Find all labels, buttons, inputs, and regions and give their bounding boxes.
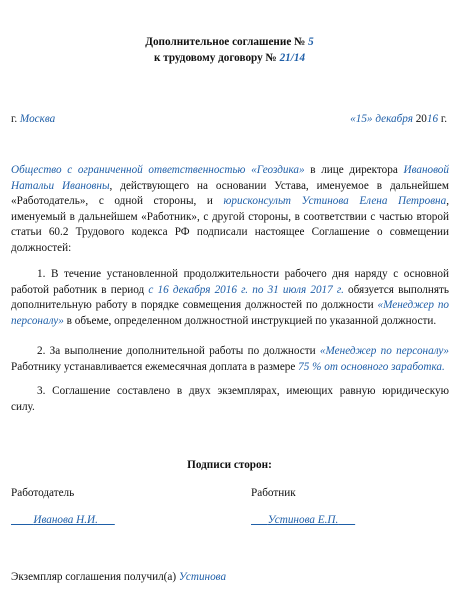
preamble-text: именуемый в дальнейшем «Работник», с другой стороны, в соответствии с частью второй	[11, 210, 449, 223]
preamble-text: в лице директора	[304, 164, 404, 176]
city-line	[11, 112, 55, 128]
document-title	[0, 35, 459, 51]
preamble-text: , действующего на основании Устава, именуемое в дальнейшем	[109, 179, 449, 192]
clause-3-text: силу.	[11, 400, 35, 413]
receipt-line	[11, 570, 226, 586]
employer-label: Работодатель	[11, 487, 75, 499]
clause-1-text: дополнительную работу в порядке совмещения должностей по должности	[11, 299, 378, 312]
period: с 16 декабря 2016 г. по 31 июля 2017 г.	[148, 283, 344, 296]
additional-position: «Менеджер по персоналу»	[319, 345, 449, 357]
signature-underscore: ___	[97, 514, 115, 526]
date-month: декабря	[375, 113, 413, 125]
employer-signature	[11, 513, 115, 529]
clause-1-text: в объеме, определенном должностной инструкцией по указанной должности.	[63, 314, 437, 327]
signature-underscore: ___	[338, 514, 356, 526]
employee-signature	[251, 513, 355, 529]
receipt-text: Экземпляр соглашения получил(а)	[11, 571, 179, 583]
employee-name: Устинова Елена Петровна	[301, 195, 447, 208]
date-line	[350, 112, 447, 128]
employee-position: юрисконсульт	[223, 195, 291, 208]
date-year-prefix: 20	[415, 113, 427, 125]
preamble	[11, 163, 449, 257]
clause-1	[11, 267, 449, 329]
title-text: Дополнительное соглашение №	[145, 36, 306, 48]
city-name: Москва	[19, 113, 56, 125]
clause-3	[11, 384, 449, 415]
city-prefix: г.	[11, 113, 18, 125]
preamble-text: ,	[446, 195, 449, 208]
clause-2-text: 2. За выполнение дополнительной работы по должности	[37, 345, 320, 357]
preamble-text: должностей:	[11, 241, 72, 254]
clause-1-text: обязуется выполнять	[343, 283, 450, 296]
date-year-suffix: 16	[426, 113, 439, 125]
preamble-text: статьи 60.2 Трудового кодекса РФ подписали настоящее Соглашение о совмещении	[11, 226, 449, 239]
position-2: персоналу»	[11, 314, 64, 327]
director-name-2: Натальи Ивановны	[11, 179, 110, 192]
clause-2	[11, 344, 449, 375]
document-subtitle	[0, 51, 459, 67]
employee-label: Работник	[251, 487, 296, 499]
contract-number: 21/14	[279, 52, 306, 64]
date-day: «15»	[350, 113, 373, 125]
clause-2-text: Работнику устанавливается ежемесячная доплата в размере	[11, 360, 299, 373]
receipt-name: Устинова	[178, 571, 227, 583]
org-name: Общество с ограниченной ответственностью «Геоздика»	[11, 164, 305, 176]
preamble-text: «Работодатель», с одной стороны, и	[11, 195, 224, 208]
position-1: «Менеджер по	[377, 299, 450, 312]
employer-sign-name: Иванова Н.И.	[33, 514, 98, 526]
clause-3-text: 3. Соглашение составлено в двух экземплярах, имеющих равную юридическую	[37, 385, 449, 397]
clause-1-text: 1. В течение установленной продолжительности рабочего дня наряду с основной	[37, 268, 449, 280]
director-name-1: Ивановой	[403, 164, 449, 176]
clause-1-text: работой работник в период	[11, 283, 149, 296]
subtitle-text: к трудовому договору №	[153, 52, 277, 64]
date-year-word: г.	[440, 113, 447, 125]
payment-amount: 75 % от основного заработка.	[298, 360, 445, 373]
agreement-number: 5	[308, 36, 314, 48]
employee-sign-name: Устинова Е.П.	[267, 514, 339, 526]
signatures-heading: Подписи сторон:	[187, 459, 272, 471]
